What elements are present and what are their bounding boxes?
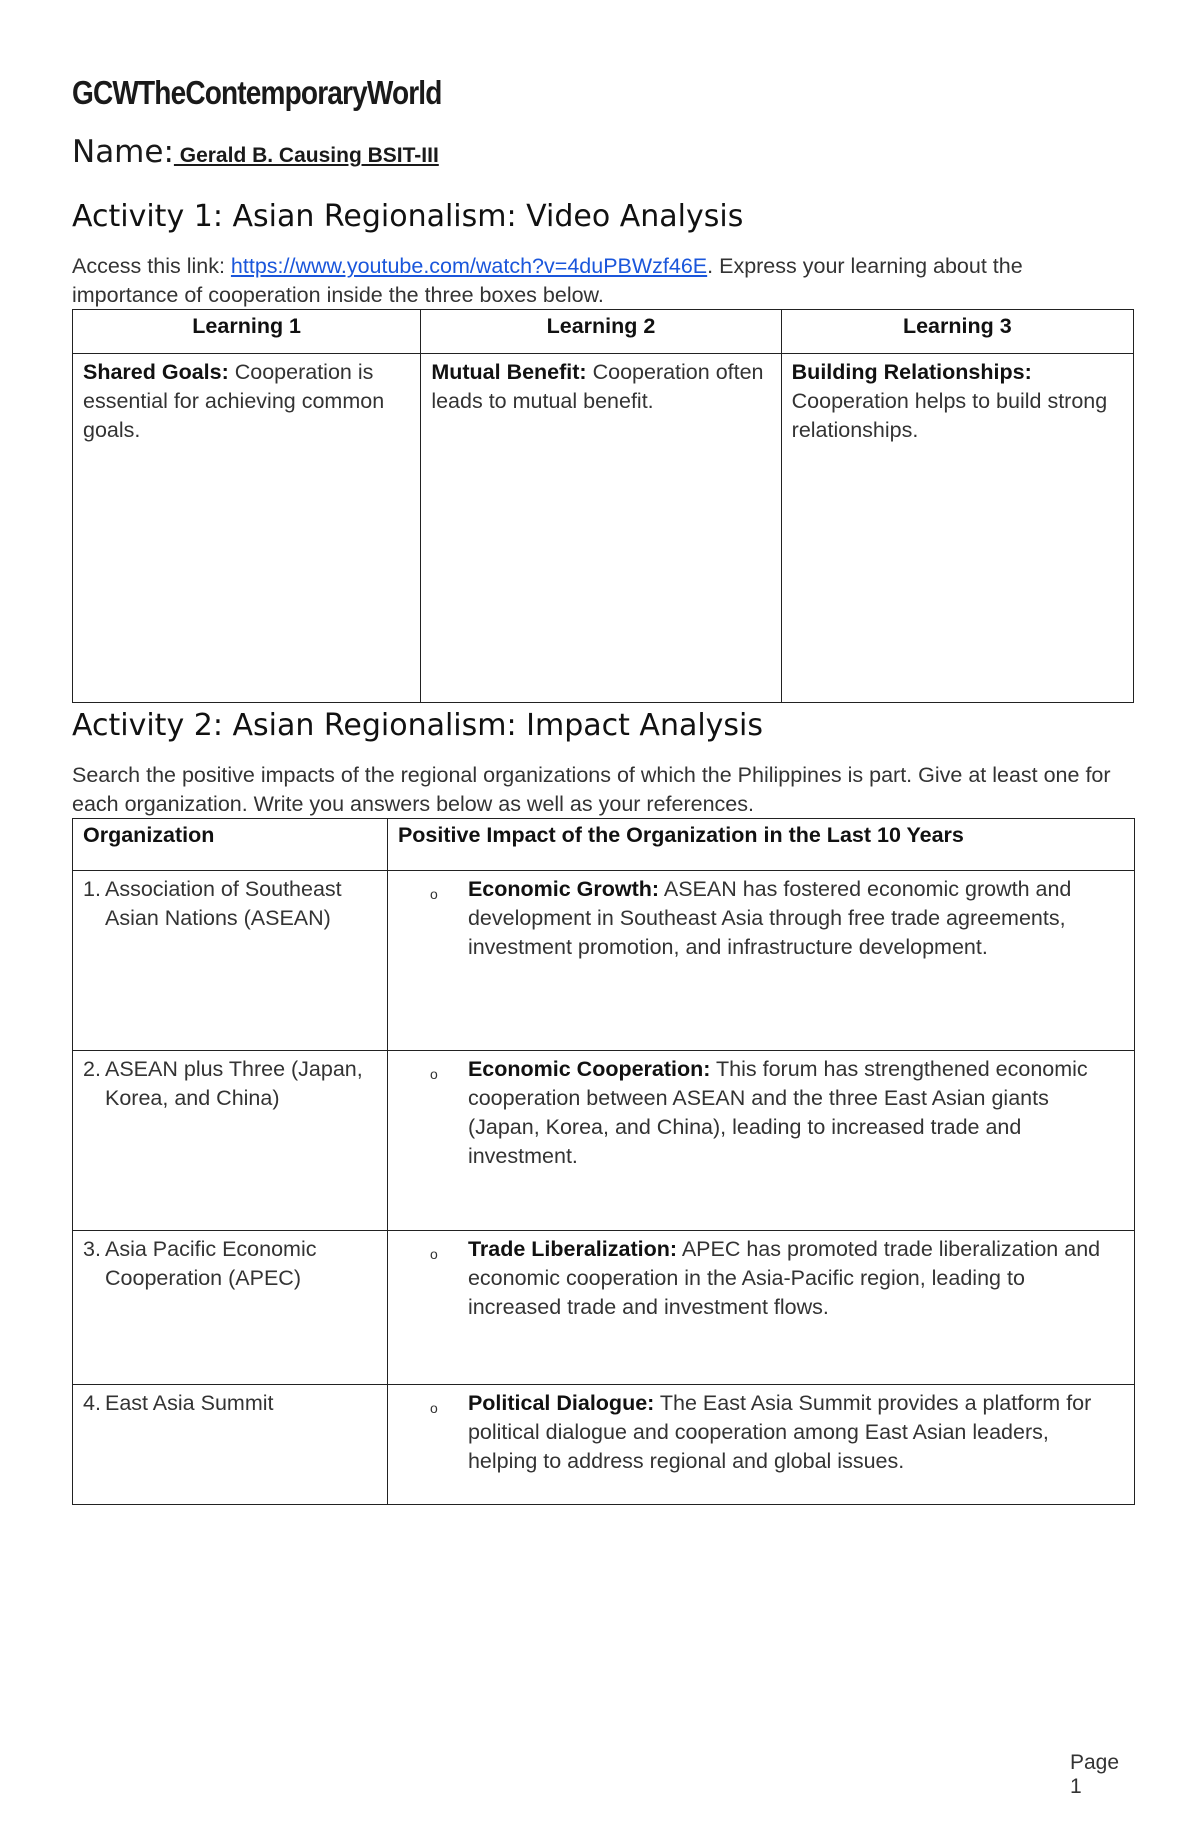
instructions-suffix: . Express your learning about the importance of cooperation inside the three boxes below. [72,254,1023,307]
learning-table [72,309,1134,703]
impact-cell[interactable] [387,1385,1134,1505]
learning-3-cell[interactable] [781,354,1133,703]
organization-name: Association of Southeast Asian Nations (ASEAN) [105,877,342,930]
impact-cell[interactable] [387,871,1134,1051]
impact-body: This forum has strengthened economic cooperation between ASEAN and the three East Asian giants (Japan, Korea, and China), leading to increased trade and investment. [467,1057,1088,1168]
impact-header: Positive Impact of the Organization in the Last 10 Years [387,819,1134,871]
learning-header-row [73,310,1134,354]
learning-3-text: Cooperation helps to build strong relationships. [791,389,1108,442]
impact-header-row [73,819,1135,871]
organization-cell[interactable] [73,871,388,1051]
impact-cell[interactable] [387,1231,1134,1385]
row-number: 2. [83,1057,101,1081]
impact-body: APEC has promoted trade liberalization and economic cooperation in the Asia-Pacific region, leading to increased trade and investment flows. [467,1237,1101,1319]
activity-2-instructions: Search the positive impacts of the regional organizations of which the Philippines is part. Give at least one for each organization. Write you answers below as well as your references. [72,763,1111,816]
page-number: Page 1 [1070,1751,1120,1798]
organization-name: ASEAN plus Three (Japan, Korea, and China) [105,1057,363,1110]
name-label: Name: [72,134,174,170]
learning-1-lead: Shared Goals: [83,360,229,384]
activity-1-instructions [72,252,1132,310]
learning-2-cell[interactable] [421,354,781,703]
impact-body: The East Asia Summit provides a platform for political dialogue and cooperation among East Asian leaders, helping to address regional and global issues. [467,1391,1092,1473]
bullet-icon: o [429,1400,438,1416]
impact-lead: Economic Cooperation: [467,1057,711,1081]
learning-1-text: Cooperation is essential for achieving common goals. [83,360,385,442]
impact-lead: Economic Growth: [467,877,660,901]
learning-2-header: Learning 2 [421,310,781,354]
learning-1-header: Learning 1 [73,310,421,354]
organization-name: East Asia Summit [105,1391,274,1415]
impact-body: ASEAN has fostered economic growth and development in Southeast Asia through free trade agreements, investment promotion, and infrastructure development. [467,877,1072,959]
impact-cell[interactable] [387,1051,1134,1231]
instructions-prefix: Access this link: [72,254,231,278]
table-row [73,1051,1135,1231]
video-link[interactable]: https://www.youtube.com/watch?v=4duPBWzf46E [230,254,708,278]
table-row [73,1231,1135,1385]
learning-3-lead: Building Relationships: [791,360,1032,384]
row-number: 4. [83,1391,101,1415]
organization-cell[interactable] [73,1051,388,1231]
impact-table [72,818,1135,1505]
organization-header: Organization [73,819,388,871]
activity-1-heading: Activity 1: Asian Regionalism: Video Analysis [72,199,744,234]
learning-2-lead: Mutual Benefit: [431,360,587,384]
organization-name: Asia Pacific Economic Cooperation (APEC) [105,1237,317,1290]
impact-text [468,1389,1124,1476]
table-row [73,1385,1135,1505]
impact-text [468,1055,1124,1171]
learning-content-row [73,354,1134,703]
organization-cell[interactable] [73,1231,388,1385]
impact-text [468,1235,1124,1322]
learning-1-cell[interactable] [73,354,421,703]
impact-lead: Trade Liberalization: [467,1237,678,1261]
bullet-icon: o [429,1246,438,1262]
organization-cell[interactable] [73,1385,388,1505]
bullet-icon: o [429,886,438,902]
bullet-icon: o [429,1066,438,1082]
impact-lead: Political Dialogue: [467,1391,655,1415]
course-title: GCWTheContemporaryWorld [72,74,442,111]
impact-text [468,875,1124,962]
learning-2-text: Cooperation often leads to mutual benefit. [431,360,764,413]
name-line [72,134,439,170]
learning-3-header: Learning 3 [781,310,1133,354]
table-row [73,871,1135,1051]
activity-2-heading: Activity 2: Asian Regionalism: Impact Analysis [72,708,764,743]
student-name: Gerald B. Causing BSIT-III [173,144,439,167]
row-number: 3. [83,1237,101,1261]
row-number: 1. [83,877,101,901]
